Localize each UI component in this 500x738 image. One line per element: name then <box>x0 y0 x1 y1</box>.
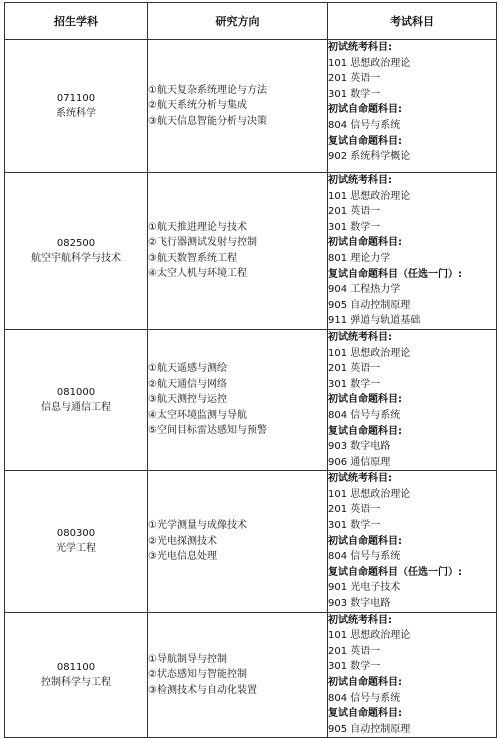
header-subject: 招生学科 <box>5 3 148 40</box>
exam-subject: 201 英语一 <box>328 645 381 657</box>
research-direction: ③航天测控与运控 <box>148 394 227 406</box>
exam-subject: 301 数学一 <box>328 221 381 233</box>
exam-subject: 201 英语一 <box>328 206 381 218</box>
research-direction: ②航天通信与网络 <box>148 378 227 390</box>
subject-cell <box>5 471 148 612</box>
exam-cell <box>328 329 497 470</box>
exam-subject: 201 英语一 <box>328 363 381 375</box>
exam-subject: 201 英语一 <box>328 504 381 516</box>
subject-cell <box>5 173 148 330</box>
exam-cell <box>328 612 497 738</box>
subject-name: 航空宇航科学与技术 <box>31 252 121 264</box>
research-direction: ③光电信息处理 <box>148 551 217 563</box>
exam-category: 复试自命题科目: <box>328 135 402 147</box>
exam-subject: 801 理论力学 <box>328 252 391 264</box>
exam-subject: 901 光电子技术 <box>328 582 401 594</box>
exam-subject: 101 思想政治理论 <box>328 488 411 500</box>
exam-subject: 902 系统科学概论 <box>328 151 411 163</box>
direction-cell <box>148 471 328 612</box>
exam-category: 复试自命题科目（任选一门）: <box>328 566 462 578</box>
exam-category: 复试自命题科目: <box>328 425 402 437</box>
table-row <box>5 173 497 330</box>
exam-category: 初试统考科目: <box>328 42 392 53</box>
subject-name: 信息与通信工程 <box>41 402 111 414</box>
subject-name: 控制科学与工程 <box>41 677 111 688</box>
subject-name: 系统科学 <box>56 108 96 119</box>
subject-code: 082500 <box>56 237 96 249</box>
subject-code: 071100 <box>56 93 96 104</box>
table-row <box>5 329 497 470</box>
exam-subject: 301 数学一 <box>328 661 381 673</box>
exam-category: 初试统考科目: <box>328 473 392 485</box>
direction-cell <box>148 40 328 173</box>
research-direction: ①航天推进理论与技术 <box>148 221 247 233</box>
direction-cell <box>148 612 328 738</box>
exam-category: 初试统考科目: <box>328 614 392 626</box>
table-row <box>5 40 497 173</box>
research-direction: ②状态感知与智能控制 <box>148 669 247 681</box>
subject-cell <box>5 329 148 470</box>
subject-name: 光学工程 <box>56 543 96 555</box>
exam-subject: 804 信号与系统 <box>328 409 401 421</box>
header-direction: 研究方向 <box>148 3 328 40</box>
exam-subject: 101 思想政治理论 <box>328 57 411 69</box>
research-direction: ⑤空间目标雷达感知与预警 <box>148 425 267 437</box>
exam-cell <box>328 173 497 330</box>
research-direction: ①航天复杂系统理论与方法 <box>148 84 267 96</box>
table-row <box>5 612 497 738</box>
research-direction: ④太空环境监测与导航 <box>148 409 247 421</box>
direction-cell <box>148 173 328 330</box>
research-direction: ②航天系统分析与集成 <box>148 100 247 112</box>
exam-subject: 911 弹道与轨道基础 <box>328 315 421 327</box>
exam-subject: 301 数学一 <box>328 520 381 532</box>
exam-subject: 906 通信原理 <box>328 456 391 468</box>
exam-cell <box>328 40 497 173</box>
header-exams: 考试科目 <box>328 3 497 40</box>
subject-cell <box>5 612 148 738</box>
research-direction: ③检测技术与自动化装置 <box>148 684 257 696</box>
admissions-table <box>4 2 497 738</box>
header-row <box>5 3 497 40</box>
research-direction: ②光电探测技术 <box>148 535 217 547</box>
exam-category: 初试自命题科目: <box>328 394 402 406</box>
research-direction: ①光学测量与成像技术 <box>148 520 247 532</box>
subject-cell <box>5 40 148 173</box>
exam-cell <box>328 471 497 612</box>
exam-category: 初试统考科目: <box>328 175 392 186</box>
exam-subject: 903 数字电路 <box>328 441 391 453</box>
exam-category: 复试自命题科目: <box>328 708 402 720</box>
research-direction: ③航天数智系统工程 <box>148 252 237 264</box>
exam-category: 初试自命题科目: <box>328 237 402 249</box>
exam-subject: 905 自动控制原理 <box>328 299 411 311</box>
research-direction: ②飞行器测试发射与控制 <box>148 237 257 249</box>
exam-subject: 301 数学一 <box>328 378 381 390</box>
exam-subject: 804 信号与系统 <box>328 692 401 704</box>
research-direction: ①航天遥感与测绘 <box>148 363 227 375</box>
research-direction: ③航天信息智能分析与决策 <box>148 115 267 127</box>
exam-category: 初试自命题科目: <box>328 104 402 116</box>
exam-category: 初试统考科目: <box>328 331 392 343</box>
exam-subject: 804 信号与系统 <box>328 119 401 131</box>
table-row <box>5 471 497 612</box>
subject-code: 081000 <box>56 387 96 399</box>
exam-subject: 201 英语一 <box>328 73 381 85</box>
exam-subject: 101 思想政治理论 <box>328 347 411 359</box>
exam-category: 复试自命题科目（任选一门）: <box>328 268 462 280</box>
direction-cell <box>148 329 328 470</box>
exam-subject: 904 工程热力学 <box>328 284 401 296</box>
exam-subject: 903 数字电路 <box>328 598 391 610</box>
research-direction: ①导航制导与控制 <box>148 653 227 665</box>
exam-category: 初试自命题科目: <box>328 677 402 688</box>
subject-code: 081100 <box>56 662 96 673</box>
exam-subject: 905 自动控制原理 <box>328 723 411 735</box>
exam-subject: 101 思想政治理论 <box>328 630 411 642</box>
exam-subject: 804 信号与系统 <box>328 551 401 563</box>
subject-code: 080300 <box>56 528 96 540</box>
exam-subject: 301 数学一 <box>328 88 381 100</box>
research-direction: ④太空人机与环境工程 <box>148 268 247 280</box>
exam-category: 初试自命题科目: <box>328 535 402 547</box>
exam-subject: 101 思想政治理论 <box>328 190 411 202</box>
